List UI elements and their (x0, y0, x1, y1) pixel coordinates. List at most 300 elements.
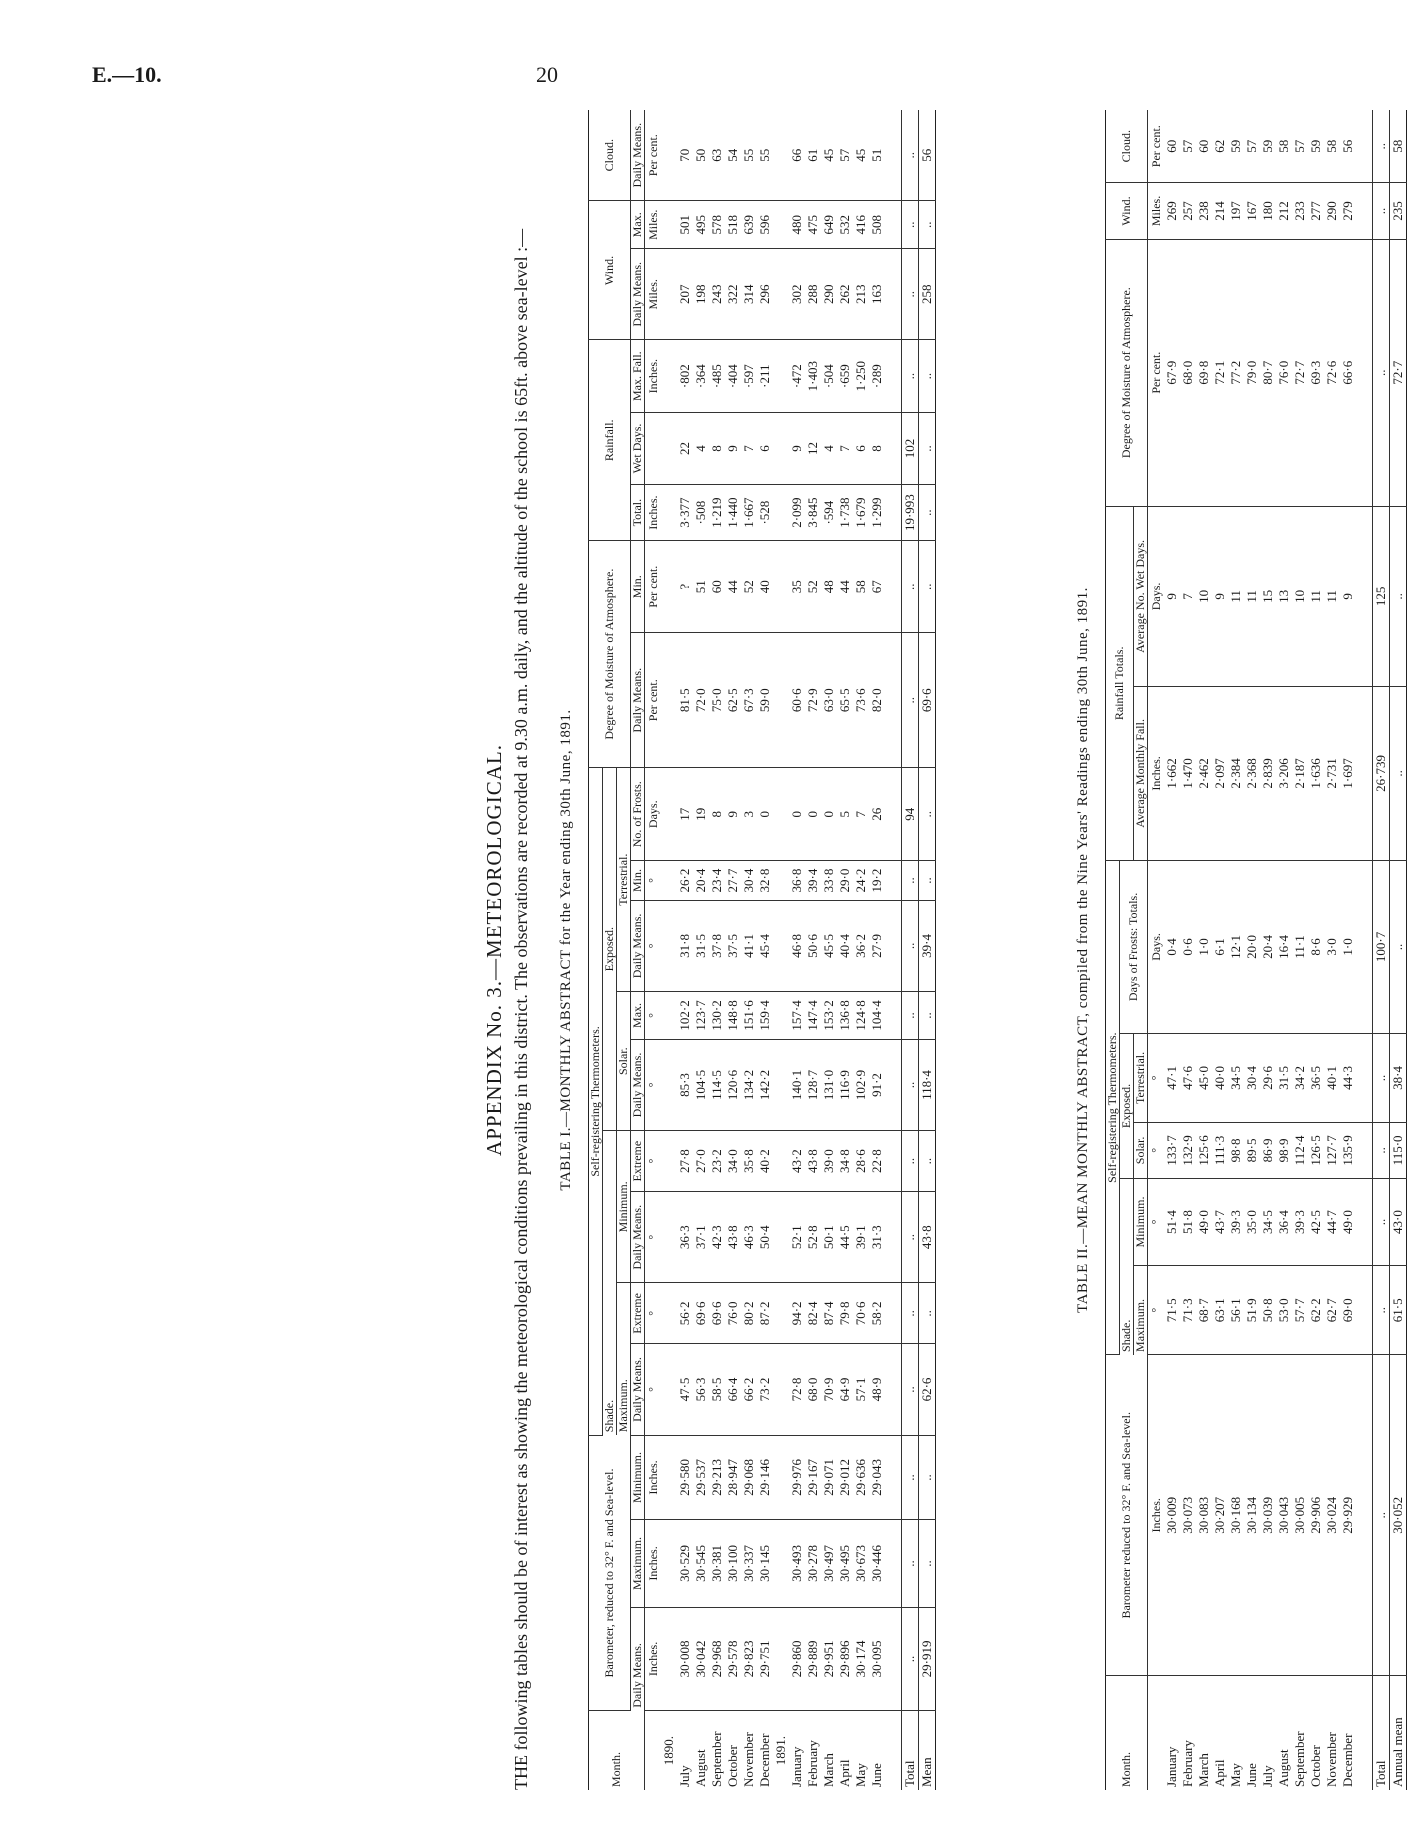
t1-col-moist-mean: Daily Means. (631, 633, 645, 768)
total-row (1373, 110, 1390, 1790)
table-cell: 66·4 (725, 1344, 741, 1435)
table-cell: 104·4 (869, 992, 885, 1040)
spacer-row (1356, 110, 1373, 1790)
empty-cell (773, 768, 789, 861)
table-cell: 269 (1164, 183, 1180, 239)
t2-rainfall-header: Rainfall Totals. (1106, 506, 1134, 860)
table-cell: 1·636 (1308, 686, 1324, 860)
mean-row (919, 110, 936, 1790)
empty-cell (1356, 1178, 1373, 1265)
table-cell: 1·299 (869, 485, 885, 541)
table-cell: 213 (853, 249, 869, 340)
table-cell: 29·043 (869, 1435, 885, 1520)
table-cell: 29·012 (837, 1435, 853, 1520)
table-cell: 140·1 (789, 1039, 805, 1130)
table-cell: 277 (1308, 183, 1324, 239)
empty-cell (885, 861, 902, 900)
table-cell: 89·5 (1244, 1122, 1260, 1178)
table-cell: 72·9 (805, 633, 821, 768)
table-cell: 22 (677, 412, 693, 484)
table-cell: 9 (1212, 506, 1228, 686)
table-cell: June (1244, 1763, 1259, 1787)
table-row (837, 110, 853, 1790)
table-cell: 124·8 (853, 992, 869, 1040)
table-cell: 495 (693, 201, 709, 249)
table-row (1260, 110, 1276, 1790)
table-cell: 61 (805, 110, 821, 201)
table-cell: 66·6 (1340, 239, 1356, 506)
table-cell: 72·8 (789, 1344, 805, 1435)
table-cell: 62·5 (725, 633, 741, 768)
table-cell: 30·009 (1164, 1355, 1180, 1676)
table-cell: 81·5 (677, 633, 693, 768)
table-cell: 639 (741, 201, 757, 249)
table-cell: 130·2 (709, 992, 725, 1040)
empty-cell (773, 541, 789, 633)
t1-col-solar-mean: Daily Means. (631, 1039, 645, 1130)
table-cell: 4 (821, 412, 837, 484)
table-cell: 50 (693, 110, 709, 201)
empty-cell (773, 340, 789, 412)
table-cell: 1·662 (1164, 686, 1180, 860)
table-cell: 72·0 (693, 633, 709, 768)
table-cell: 102 (902, 412, 919, 484)
table-cell: 314 (741, 249, 757, 340)
table-cell: .. (1373, 110, 1390, 183)
table-cell: 104·5 (693, 1039, 709, 1130)
table-cell: 39·0 (821, 1131, 837, 1192)
table-row (709, 110, 725, 1790)
t2-moisture-header: Degree of Moisture of Atmosphere. (1106, 239, 1148, 506)
table-cell: 20·4 (693, 861, 709, 900)
table-cell: 3·206 (1276, 686, 1292, 860)
t1-col-shmin-mean: Daily Means. (631, 1192, 645, 1283)
empty-cell (661, 485, 677, 541)
table-cell: 288 (805, 249, 821, 340)
table-cell: 0·4 (1164, 860, 1180, 1033)
t1-cloud-header: Cloud. (589, 110, 631, 201)
empty-cell (661, 249, 677, 340)
table-cell: 207 (677, 249, 693, 340)
table-cell: 31·5 (1276, 1034, 1292, 1123)
unit-label: Inches. (645, 1520, 662, 1607)
table-cell: 54 (725, 110, 741, 201)
table-cell: 30·042 (693, 1607, 709, 1711)
t1-col-bar-max: Maximum. (631, 1520, 645, 1607)
table-cell: 40·0 (1212, 1034, 1228, 1123)
table-cell: 12·1 (1228, 860, 1244, 1033)
t1-minimum-header: Minimum. (617, 1131, 631, 1283)
t2-month-header: Month. (1106, 1676, 1148, 1790)
table-cell: 142·2 (757, 1039, 773, 1130)
table-cell: 30·134 (1244, 1355, 1260, 1676)
table-cell: 72·7 (1292, 239, 1308, 506)
empty-cell (885, 201, 902, 249)
table-cell: 30·073 (1180, 1355, 1196, 1676)
table-cell: 30·4 (741, 861, 757, 900)
table2 (1105, 110, 1407, 1790)
table-cell: 214 (1212, 183, 1228, 239)
empty-cell (885, 992, 902, 1040)
table-cell: 1·0 (1196, 860, 1212, 1033)
table-cell: 35 (789, 541, 805, 633)
t1-col-shmax-ext: Extreme (631, 1283, 645, 1344)
table-cell: 40·2 (757, 1131, 773, 1192)
table-cell: 87·4 (821, 1283, 837, 1344)
table-cell: 29·636 (853, 1435, 869, 1520)
table-cell: 44 (725, 541, 741, 633)
empty-cell (885, 1435, 902, 1520)
table-cell: 52·8 (805, 1192, 821, 1283)
table-cell: August (693, 1749, 708, 1787)
table-row (1308, 110, 1324, 1790)
table-cell: 157·4 (789, 992, 805, 1040)
unit-label: Per cent. (645, 110, 662, 201)
table-cell: ·508 (693, 485, 709, 541)
table-cell: .. (902, 110, 919, 201)
empty-cell (885, 1283, 902, 1344)
table-cell: 1·250 (853, 340, 869, 412)
table-row (789, 110, 805, 1790)
table-cell: ·594 (821, 485, 837, 541)
table-cell: 44 (837, 541, 853, 633)
table-cell: Mean (919, 1711, 936, 1790)
table-cell: .. (919, 485, 936, 541)
year-row (773, 110, 789, 1790)
table-cell: 98·9 (1276, 1122, 1292, 1178)
table-cell: .. (1390, 686, 1407, 860)
empty-cell (661, 201, 677, 249)
table-cell: 480 (789, 201, 805, 249)
table-cell: 1·679 (853, 485, 869, 541)
table-cell: 73·2 (757, 1344, 773, 1435)
table-cell: 69·0 (1340, 1266, 1356, 1355)
table-cell: 8 (709, 768, 725, 861)
table-cell: 8·6 (1308, 860, 1324, 1033)
empty-cell (885, 1607, 902, 1711)
table-cell: 36·8 (789, 861, 805, 900)
table-cell: 6·1 (1212, 860, 1228, 1033)
table-cell: 115·0 (1390, 1122, 1407, 1178)
t1-rainfall-header: Rainfall. (589, 340, 631, 541)
table-cell: 596 (757, 201, 773, 249)
table-cell: 38·4 (1390, 1034, 1407, 1123)
table-cell: 62·6 (919, 1344, 936, 1435)
table-cell: 6 (757, 412, 773, 484)
table-cell: 23·4 (709, 861, 725, 900)
table-cell: 59 (1308, 110, 1324, 183)
table-cell: 20·0 (1244, 860, 1260, 1033)
table-cell: ·597 (741, 340, 757, 412)
table-cell: 1·738 (837, 485, 853, 541)
table-cell: .. (902, 633, 919, 768)
table-cell: February (1180, 1740, 1195, 1787)
table-cell: 19·993 (902, 485, 919, 541)
empty-cell (1356, 183, 1373, 239)
table-cell: 72·1 (1212, 239, 1228, 506)
table-cell: .. (1373, 183, 1390, 239)
table-cell: 30·039 (1260, 1355, 1276, 1676)
unit-label: ° (1148, 1178, 1165, 1265)
table-cell: .. (902, 541, 919, 633)
unit-label: Per cent. (1148, 110, 1165, 183)
table-cell: .. (1373, 1122, 1390, 1178)
unit-label (645, 412, 662, 484)
table-cell: 135·9 (1340, 1122, 1356, 1178)
table-cell: 29·751 (757, 1607, 773, 1711)
table-cell: .. (902, 1520, 919, 1607)
unit-label: Days. (1148, 506, 1165, 686)
table-cell: 11 (1228, 506, 1244, 686)
table-cell: .. (919, 992, 936, 1040)
empty-cell (773, 1039, 789, 1130)
table-cell: ·404 (725, 340, 741, 412)
table-cell: 29·146 (757, 1435, 773, 1520)
table-cell: 36·5 (1308, 1034, 1324, 1123)
table-cell: 30·095 (869, 1607, 885, 1711)
table-cell: 62·7 (1324, 1266, 1340, 1355)
table-cell: 27·0 (693, 1131, 709, 1192)
table-row (1340, 110, 1356, 1790)
table-cell: 29·068 (741, 1435, 757, 1520)
table-row (693, 110, 709, 1790)
table-cell: 52 (741, 541, 757, 633)
table-cell: 29·919 (919, 1607, 936, 1711)
empty-cell (661, 1607, 677, 1711)
empty-cell (1356, 506, 1373, 686)
unit-label: Inches. (645, 340, 662, 412)
table-cell: 13 (1276, 506, 1292, 686)
empty-cell (885, 1711, 902, 1790)
table-cell: 0 (757, 768, 773, 861)
table-cell: 235 (1390, 183, 1407, 239)
empty-cell (885, 1131, 902, 1192)
table-cell: 19·2 (869, 861, 885, 900)
table-cell: ·485 (709, 340, 725, 412)
table-cell: 36·4 (1276, 1178, 1292, 1265)
table-cell: 1·667 (741, 485, 757, 541)
t1-month-header: Month. (589, 1711, 645, 1790)
table-cell: 44·7 (1324, 1178, 1340, 1265)
empty-cell (773, 1607, 789, 1711)
table-row (757, 110, 773, 1790)
empty-cell (773, 1435, 789, 1520)
table-cell: 69·6 (919, 633, 936, 768)
table-cell: Annual mean (1390, 1676, 1407, 1790)
table-cell: 80·2 (741, 1283, 757, 1344)
table-cell: 72·6 (1324, 239, 1340, 506)
table-row (1196, 110, 1212, 1790)
table-cell: 47·1 (1164, 1034, 1180, 1123)
table-cell: November (1324, 1732, 1339, 1787)
table-cell: .. (1373, 239, 1390, 506)
unit-label: Inches. (645, 1435, 662, 1520)
table-cell: 28·947 (725, 1435, 741, 1520)
table-cell: 198 (693, 249, 709, 340)
table-cell: 243 (709, 249, 725, 340)
table-cell: 9 (725, 768, 741, 861)
table-cell: 2·462 (1196, 686, 1212, 860)
table-cell: 24·2 (853, 861, 869, 900)
table-cell: 37·5 (725, 900, 741, 991)
table-row (853, 110, 869, 1790)
table-row (1228, 110, 1244, 1790)
year-label: 1891. (773, 1736, 788, 1766)
table-cell: 34·5 (1228, 1034, 1244, 1123)
table-cell: 17 (677, 768, 693, 861)
empty-cell (885, 633, 902, 768)
table-cell: 43·8 (805, 1131, 821, 1192)
t1-col-terr-mean: Daily Means. (631, 900, 645, 991)
empty-cell (885, 1192, 902, 1283)
year-label: 1890. (661, 1736, 676, 1766)
table-cell: 9 (789, 412, 805, 484)
unit-label: Miles. (1148, 183, 1165, 239)
table-cell: 57 (1244, 110, 1260, 183)
table-cell: 60 (1164, 110, 1180, 183)
t2-col-avg-wet: Average No. Wet Days. (1134, 506, 1148, 686)
table-cell: .. (902, 1435, 919, 1520)
unit-label: Per cent. (1148, 239, 1165, 506)
table-cell: 43·2 (789, 1131, 805, 1192)
table-cell: 29·0 (837, 861, 853, 900)
page-number: 20 (536, 62, 558, 87)
table-cell: 532 (837, 201, 853, 249)
table-cell: January (789, 1746, 804, 1787)
table-cell: 42·3 (709, 1192, 725, 1283)
table-cell: 79·0 (1244, 239, 1260, 506)
empty-cell (1356, 239, 1373, 506)
table-cell: .. (919, 861, 936, 900)
table-cell: 131·0 (821, 1039, 837, 1130)
table-cell: 46·3 (741, 1192, 757, 1283)
table-cell: 42·5 (1308, 1178, 1324, 1265)
empty-cell (773, 1520, 789, 1607)
table-cell: 30·545 (693, 1520, 709, 1607)
table-cell: 258 (919, 249, 936, 340)
table-cell: 290 (1324, 183, 1340, 239)
empty-cell (1356, 110, 1373, 183)
table-cell: 296 (757, 249, 773, 340)
empty-cell (661, 412, 677, 484)
table-cell: 67 (869, 541, 885, 633)
table-cell: 56·1 (1228, 1266, 1244, 1355)
t1-col-wind-max: Max. (631, 201, 645, 249)
table-cell: 279 (1340, 183, 1356, 239)
table2-title: TABLE II.—MEAN MONTHLY ABSTRACT, compiled from the Nine Years' Readings ending 30th June, 1891. (1075, 587, 1091, 1313)
table-cell: 58 (1276, 110, 1292, 183)
empty-cell (661, 340, 677, 412)
table-cell: 45·5 (821, 900, 837, 991)
table-cell: ·472 (789, 340, 805, 412)
table-cell: 15 (1260, 506, 1276, 686)
table-cell: 10 (1196, 506, 1212, 686)
table-cell: 27·9 (869, 900, 885, 991)
t1-exposed-header: Exposed. (603, 768, 617, 1131)
table-cell: 67·9 (1164, 239, 1180, 506)
table-cell: .. (1390, 506, 1407, 686)
table-cell: 82·0 (869, 633, 885, 768)
table-cell: 29·896 (837, 1607, 853, 1711)
table-cell: 3·0 (1324, 860, 1340, 1033)
table-cell: 8 (869, 412, 885, 484)
table-cell: 40 (757, 541, 773, 633)
table-cell: 69·6 (693, 1283, 709, 1344)
table-cell: 133·7 (1164, 1122, 1180, 1178)
t2-col-solar: Solar. (1134, 1122, 1148, 1178)
t2-frosts-header: Days of Frosts: Totals. (1120, 860, 1148, 1033)
table-cell: 29·537 (693, 1435, 709, 1520)
table-cell: 66 (789, 110, 805, 201)
table-cell: 43·0 (1390, 1178, 1407, 1265)
empty-cell (1356, 686, 1373, 860)
unit-label: Days. (645, 768, 662, 861)
table-cell: 29·580 (677, 1435, 693, 1520)
table-cell: 66·2 (741, 1344, 757, 1435)
unit-label: Inches. (1148, 686, 1165, 860)
table-cell: 51·9 (1244, 1266, 1260, 1355)
table-cell: 34·8 (837, 1131, 853, 1192)
t1-col-shmax-mean: Daily Means. (631, 1344, 645, 1435)
table-cell: 67·3 (741, 633, 757, 768)
empty-cell (661, 541, 677, 633)
table-cell: Total (902, 1711, 919, 1790)
table-cell: .. (919, 412, 936, 484)
table-cell: 76·0 (1276, 239, 1292, 506)
table-cell: 30·145 (757, 1520, 773, 1607)
table-cell: 60 (709, 541, 725, 633)
t1-col-max-fall: Max. Fall. (631, 340, 645, 412)
table-cell: September (709, 1731, 724, 1787)
table-cell: 43·7 (1212, 1178, 1228, 1265)
empty-cell (885, 485, 902, 541)
t2-cloud-header: Cloud. (1106, 110, 1148, 183)
table-cell: July (1260, 1765, 1275, 1787)
table-cell: 36·3 (677, 1192, 693, 1283)
t1-col-rain-total: Total. (631, 485, 645, 541)
table-cell: 2·368 (1244, 686, 1260, 860)
table-cell: 94 (902, 768, 919, 861)
table-cell: 68·7 (1196, 1266, 1212, 1355)
table-cell: 649 (821, 201, 837, 249)
table-cell: 47·6 (1180, 1034, 1196, 1123)
table1-body (645, 110, 936, 1790)
table-cell: 35·8 (741, 1131, 757, 1192)
table-cell: 12 (805, 412, 821, 484)
table-cell: 23·2 (709, 1131, 725, 1192)
table-cell: 44·5 (837, 1192, 853, 1283)
table-cell: 51·4 (1164, 1178, 1180, 1265)
table-cell: 70·6 (853, 1283, 869, 1344)
table-row (1164, 110, 1180, 1790)
empty-cell (661, 1283, 677, 1344)
unit-label: ° (645, 1039, 662, 1130)
table-cell: ·528 (757, 485, 773, 541)
table-cell: 20·4 (1260, 860, 1276, 1033)
table-cell: .. (902, 201, 919, 249)
table-cell: 7 (853, 768, 869, 861)
table-cell: 29·213 (709, 1435, 725, 1520)
table-cell: 9 (725, 412, 741, 484)
table-cell: 80·7 (1260, 239, 1276, 506)
table-cell: May (1228, 1763, 1243, 1787)
table-cell: 69·8 (1196, 239, 1212, 506)
table-cell: ·802 (677, 340, 693, 412)
unit-label: ° (645, 1192, 662, 1283)
table-cell: 19 (693, 768, 709, 861)
table-cell: .. (902, 1283, 919, 1344)
table-cell: .. (919, 541, 936, 633)
